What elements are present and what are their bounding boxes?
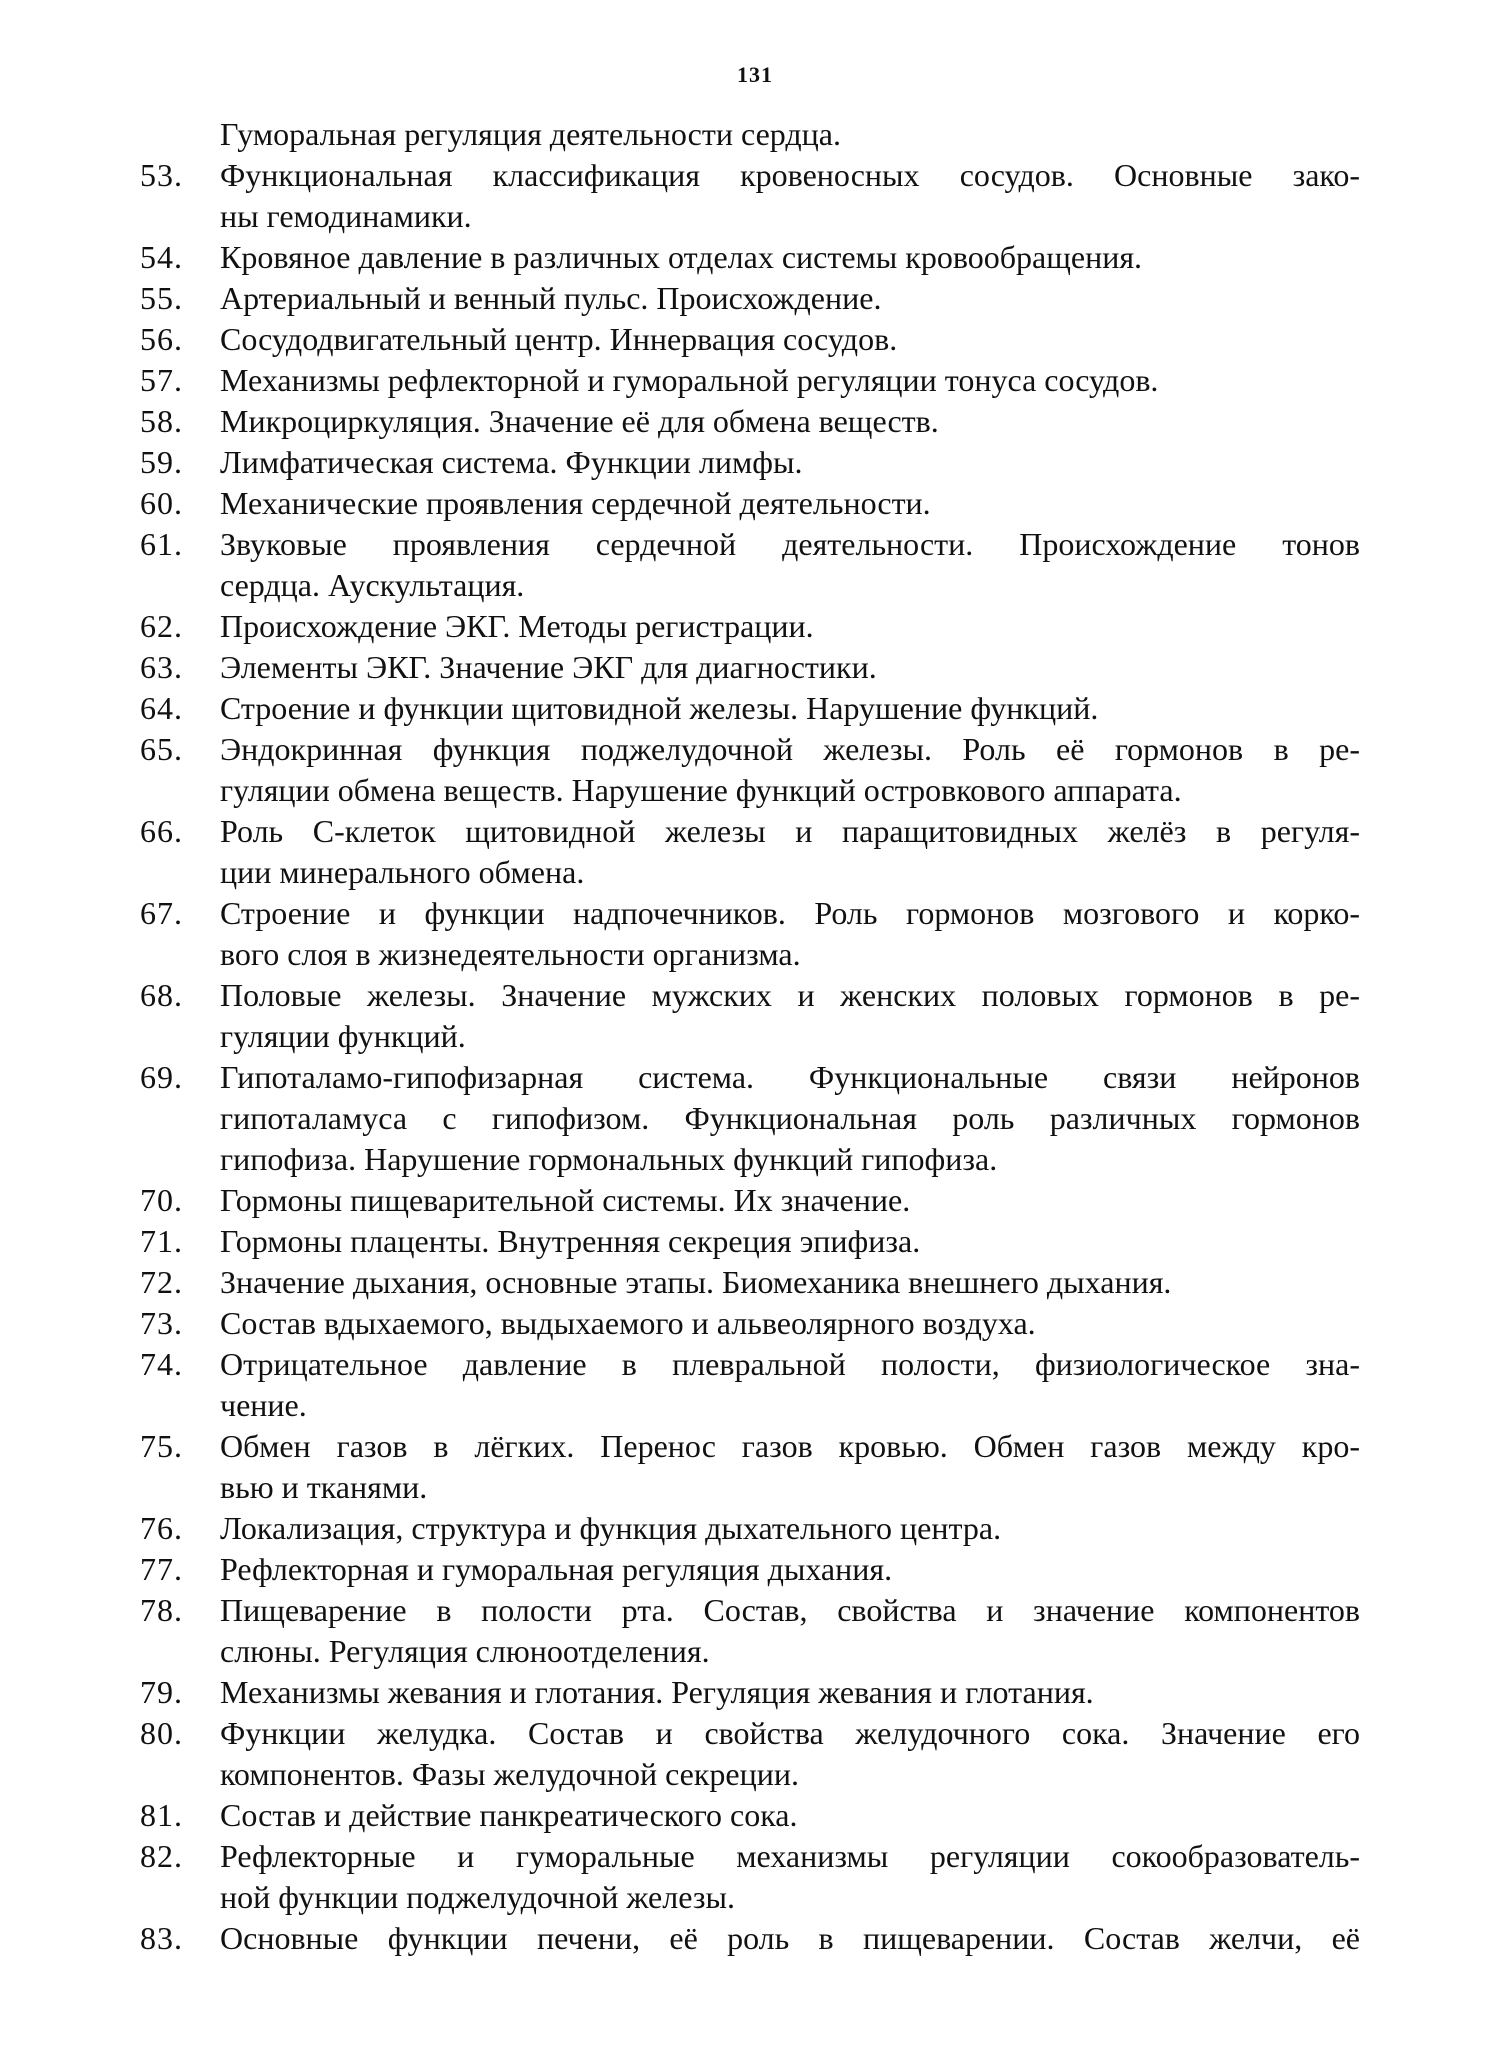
list-item — [140, 1303, 1360, 1344]
list-item — [140, 975, 1360, 1016]
item-text: Гипоталамо-гипофизарная система. Функциональные связи нейронов — [220, 1059, 1360, 1095]
item-text: Значение дыхания, основные этапы. Биомеханика внешнего дыхания. — [220, 1264, 1172, 1300]
item-text: компонентов. Фазы желудочной секреции. — [220, 1756, 799, 1792]
item-number: 58. — [140, 403, 183, 439]
item-text: Обмен газов в лёгких. Перенос газов кровью. Обмен газов между кро- — [220, 1428, 1360, 1464]
item-number: 81. — [140, 1797, 183, 1833]
item-text: ной функции поджелудочной железы. — [220, 1879, 735, 1915]
list-item — [140, 565, 1360, 606]
item-text: Состав вдыхаемого, выдыхаемого и альвеолярного воздуха. — [220, 1305, 1036, 1341]
item-number: 68. — [140, 977, 183, 1013]
item-text: Рефлекторные и гуморальные механизмы регуляции сокообразователь- — [220, 1838, 1360, 1874]
list-item — [140, 770, 1360, 811]
item-text: Строение и функции надпочечников. Роль гормонов мозгового и корко- — [220, 895, 1360, 931]
list-item — [140, 401, 1360, 442]
list-item — [140, 1426, 1360, 1467]
item-text: Функции желудка. Состав и свойства желудочного сока. Значение его — [220, 1715, 1360, 1751]
list-item — [140, 1057, 1360, 1098]
item-text: гуляции обмена веществ. Нарушение функций островкового аппарата. — [220, 772, 1182, 808]
list-item — [140, 1262, 1360, 1303]
item-text: Микроциркуляция. Значение её для обмена веществ. — [220, 403, 939, 439]
item-text: Состав и действие панкреатического сока. — [220, 1797, 798, 1833]
item-text: Рефлекторная и гуморальная регуляция дыхания. — [220, 1551, 893, 1587]
list-item — [140, 1098, 1360, 1139]
list-item — [140, 1180, 1360, 1221]
list-item — [140, 1754, 1360, 1795]
item-text: Половые железы. Значение мужских и женских половых гормонов в ре- — [220, 977, 1360, 1013]
item-number: 69. — [140, 1059, 183, 1095]
list-item — [140, 1836, 1360, 1877]
item-number: 54. — [140, 239, 183, 275]
item-text: Пищеварение в полости рта. Состав, свойства и значение компонентов — [220, 1592, 1360, 1628]
list-item — [140, 1713, 1360, 1754]
item-text: Гормоны пищеварительной системы. Их значение. — [220, 1182, 911, 1218]
list-item — [140, 893, 1360, 934]
item-text: ны гемодинамики. — [220, 198, 472, 234]
item-text: Строение и функции щитовидной железы. Нарушение функций. — [220, 690, 1099, 726]
list-item — [140, 278, 1360, 319]
item-number: 74. — [140, 1346, 183, 1382]
item-text: Лимфатическая система. Функции лимфы. — [220, 444, 803, 480]
item-number: 72. — [140, 1264, 183, 1300]
item-text: Локализация, структура и функция дыхательного центра. — [220, 1510, 1002, 1546]
item-text: Звуковые проявления сердечной деятельности. Происхождение тонов — [220, 526, 1360, 562]
list-item — [140, 647, 1360, 688]
item-text: Артериальный и венный пульс. Происхождение. — [220, 280, 882, 316]
item-number: 80. — [140, 1715, 183, 1751]
item-number: 55. — [140, 280, 183, 316]
item-number: 60. — [140, 485, 183, 521]
item-number: 56. — [140, 321, 183, 357]
item-number: 70. — [140, 1182, 183, 1218]
item-text: Кровяное давление в различных отделах системы кровообращения. — [220, 239, 1143, 275]
item-number: 71. — [140, 1223, 183, 1259]
item-text: гипоталамуса с гипофизом. Функциональная роль различных гормонов — [220, 1100, 1360, 1136]
item-number: 53. — [140, 157, 183, 193]
item-text: Гормоны плаценты. Внутренняя секреция эпифиза. — [220, 1223, 921, 1259]
item-number: 78. — [140, 1592, 183, 1628]
list-item — [140, 1795, 1360, 1836]
list-item — [140, 196, 1360, 237]
item-text: Гуморальная регуляция деятельности сердца. — [220, 116, 841, 152]
list-item — [140, 1467, 1360, 1508]
item-text: Сосудодвигательный центр. Иннервация сосудов. — [220, 321, 898, 357]
item-text: Отрицательное давление в плевральной полости, физиологическое зна- — [220, 1346, 1360, 1382]
item-text: гуляции функций. — [220, 1018, 466, 1054]
list-item — [140, 1016, 1360, 1057]
list-item — [140, 319, 1360, 360]
list-item — [140, 811, 1360, 852]
item-number: 62. — [140, 608, 183, 644]
item-number: 59. — [140, 444, 183, 480]
list-item — [140, 688, 1360, 729]
list-item — [140, 1590, 1360, 1631]
list-item — [140, 729, 1360, 770]
item-text: ции минерального обмена. — [220, 854, 585, 890]
item-number: 67. — [140, 895, 183, 931]
item-number: 79. — [140, 1674, 183, 1710]
list-item — [140, 934, 1360, 975]
item-text: вью и тканями. — [220, 1469, 428, 1505]
list-item — [140, 1139, 1360, 1180]
item-number: 73. — [140, 1305, 183, 1341]
list-item — [140, 442, 1360, 483]
item-text: сердца. Аускультация. — [220, 567, 525, 603]
list-item — [140, 155, 1360, 196]
list-item — [140, 360, 1360, 401]
list-item — [140, 1918, 1360, 1959]
list-item — [140, 852, 1360, 893]
item-number: 57. — [140, 362, 183, 398]
question-list — [140, 114, 1360, 1959]
item-number: 65. — [140, 731, 183, 767]
item-text: Механизмы жевания и глотания. Регуляция жевания и глотания. — [220, 1674, 1094, 1710]
item-number: 83. — [140, 1920, 183, 1956]
item-number: 76. — [140, 1510, 183, 1546]
item-text: Функциональная классификация кровеносных сосудов. Основные зако- — [220, 157, 1360, 193]
list-item — [140, 1221, 1360, 1262]
item-number: 66. — [140, 813, 183, 849]
list-item — [140, 524, 1360, 565]
item-text: Элементы ЭКГ. Значение ЭКГ для диагностики. — [220, 649, 877, 685]
list-item — [140, 1672, 1360, 1713]
list-item — [140, 606, 1360, 647]
item-text: вого слоя в жизнедеятельности организма. — [220, 936, 801, 972]
item-number: 82. — [140, 1838, 183, 1874]
item-text: чение. — [220, 1387, 307, 1423]
item-text: слюны. Регуляция слюноотделения. — [220, 1633, 710, 1669]
list-item — [140, 114, 1360, 155]
list-item — [140, 1549, 1360, 1590]
list-item — [140, 237, 1360, 278]
list-item — [140, 1344, 1360, 1385]
item-number: 75. — [140, 1428, 183, 1464]
item-text: Роль С-клеток щитовидной железы и паращитовидных желёз в регуля- — [220, 813, 1360, 849]
item-text: Механические проявления сердечной деятельности. — [220, 485, 931, 521]
list-item — [140, 1385, 1360, 1426]
item-number: 61. — [140, 526, 183, 562]
item-number: 64. — [140, 690, 183, 726]
item-text: Происхождение ЭКГ. Методы регистрации. — [220, 608, 814, 644]
item-text: Эндокринная функция поджелудочной железы. Роль её гормонов в ре- — [220, 731, 1360, 767]
item-text: гипофиза. Нарушение гормональных функций гипофиза. — [220, 1141, 998, 1177]
list-item — [140, 1631, 1360, 1672]
item-text: Механизмы рефлекторной и гуморальной регуляции тонуса сосудов. — [220, 362, 1159, 398]
list-item — [140, 1508, 1360, 1549]
list-item — [140, 483, 1360, 524]
item-number: 77. — [140, 1551, 183, 1587]
item-number: 63. — [140, 649, 183, 685]
page-number: 131 — [737, 62, 773, 87]
list-item — [140, 1877, 1360, 1918]
item-text: Основные функции печени, её роль в пищеварении. Состав желчи, её — [220, 1920, 1360, 1956]
